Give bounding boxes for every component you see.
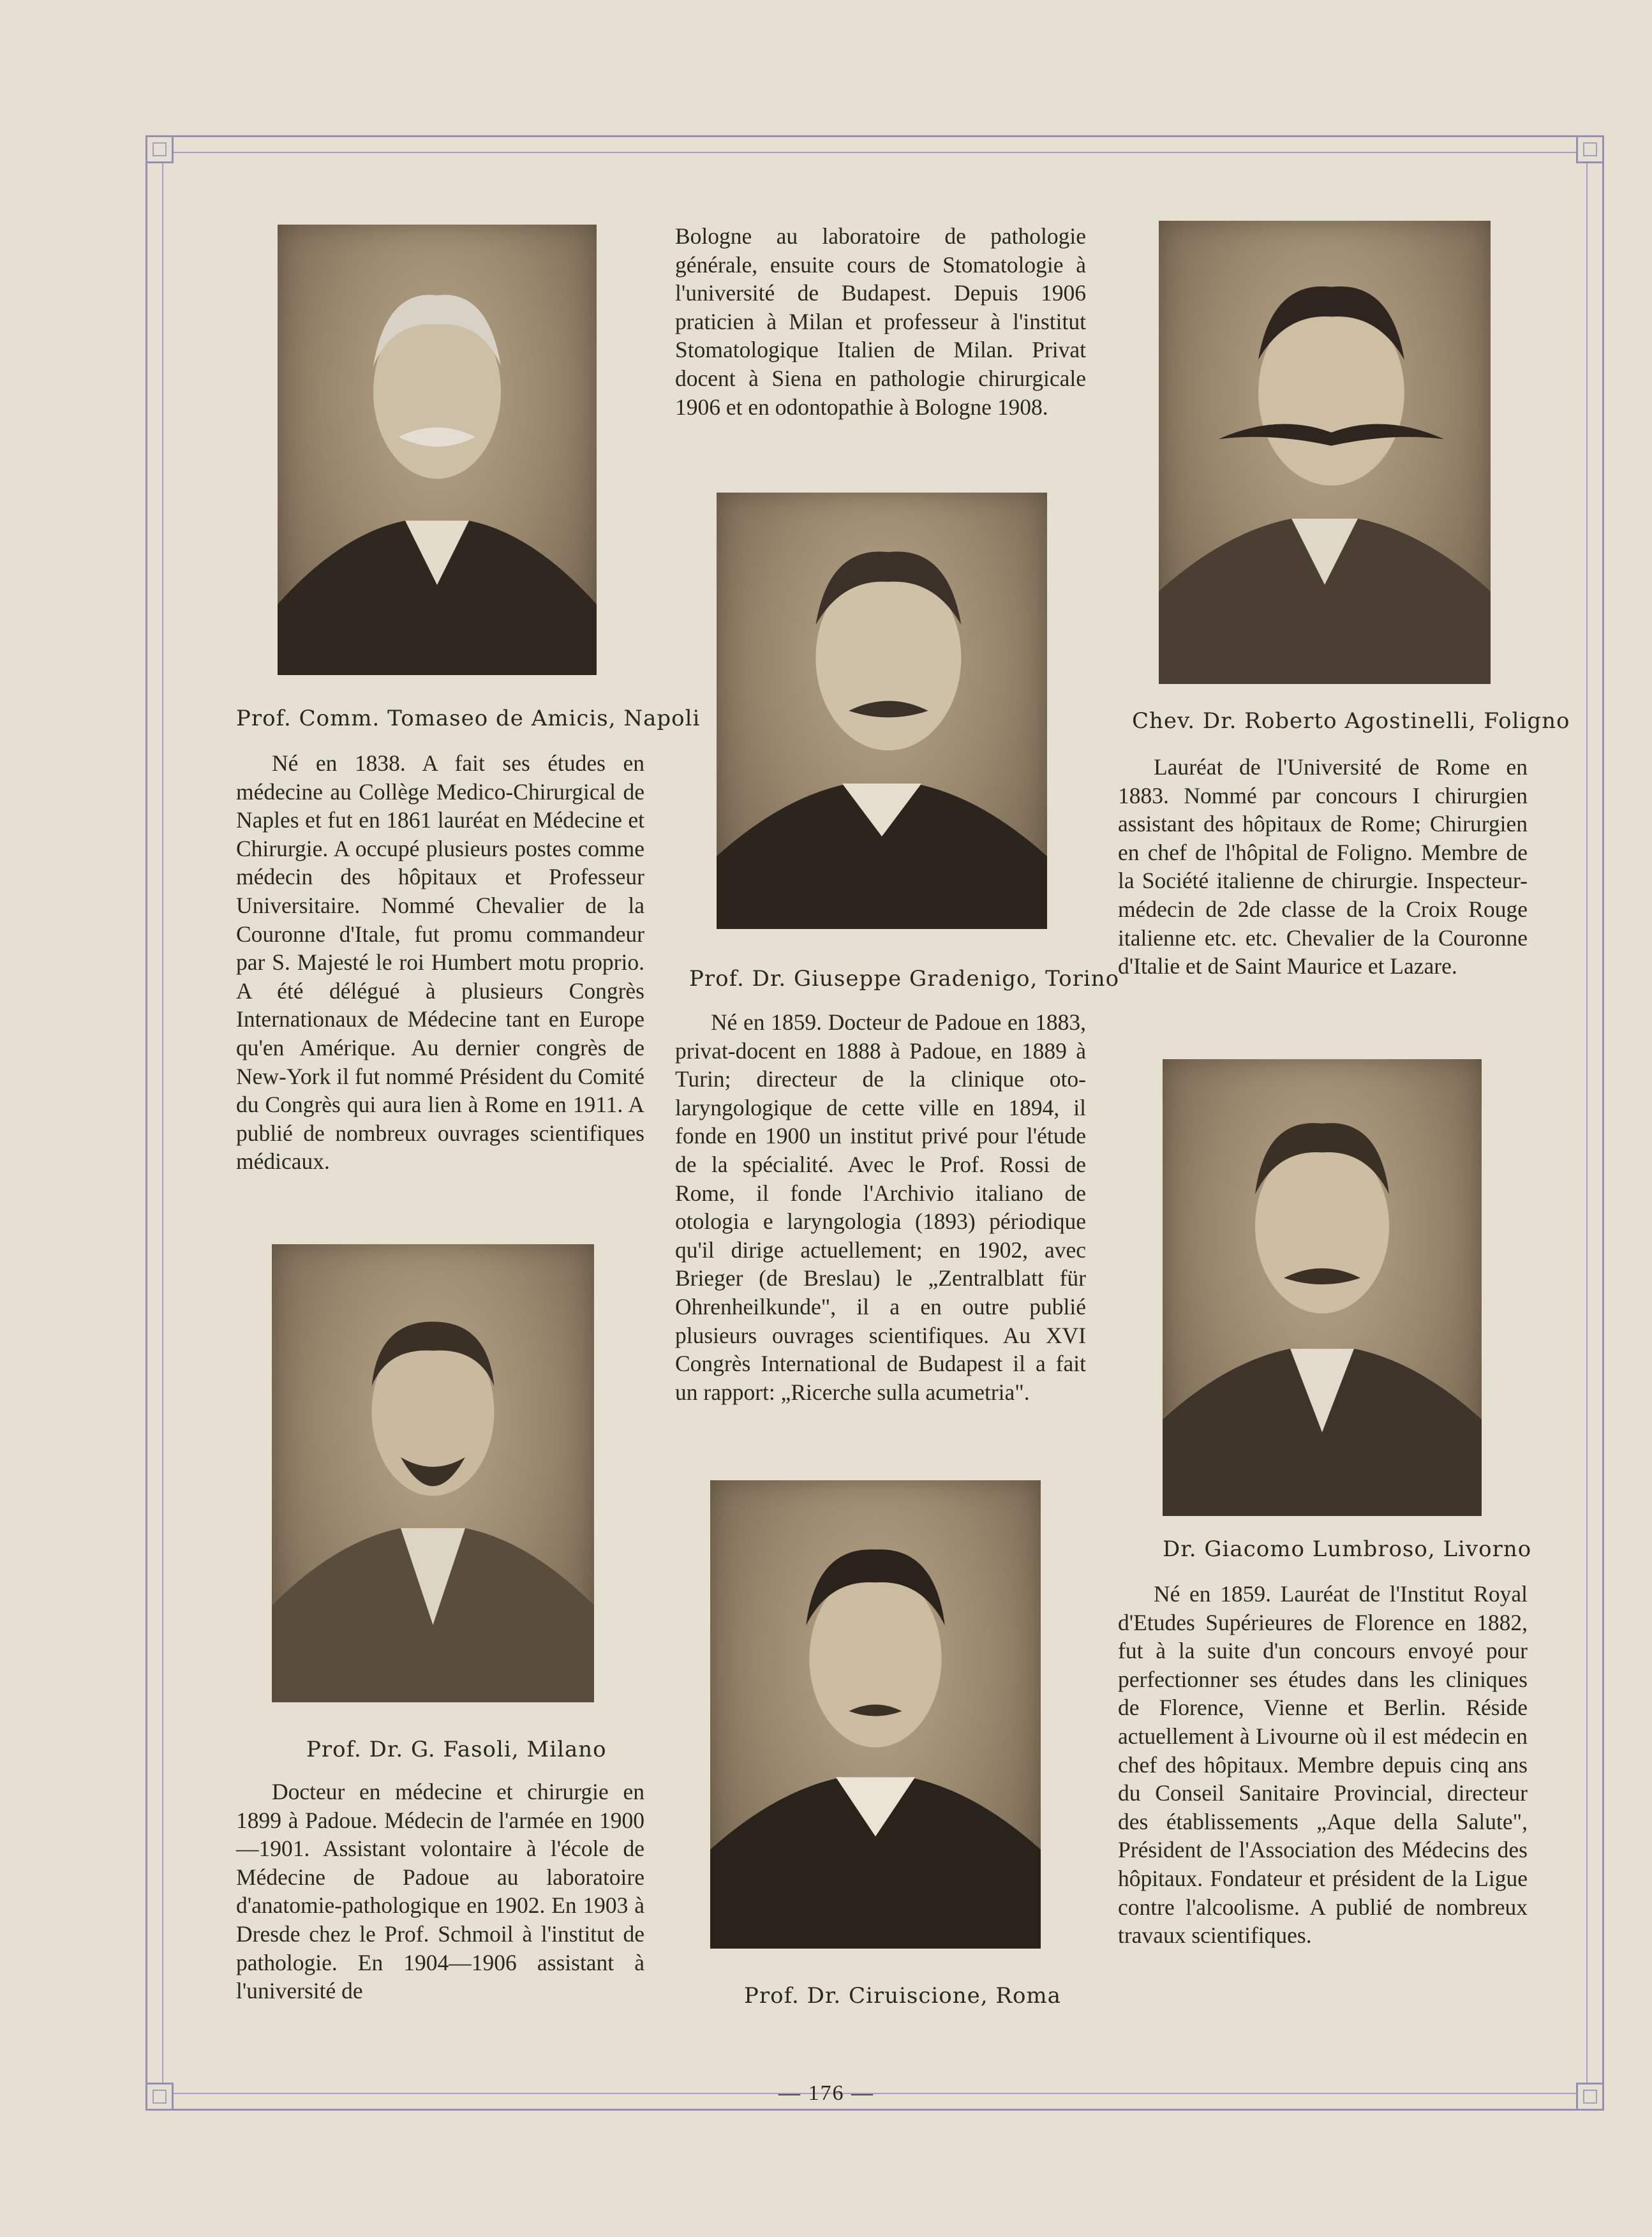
caption-gradenigo: Prof. Dr. Giuseppe Gradenigo, Torino [689,966,1120,992]
portrait-photo-lumbroso [1163,1059,1482,1516]
bio-agostinelli: Lauréat de l'Université de Rome en 1883. Nommé par concours I chirurgien assistant des hôpitaux de Rome; Chirurgien en chef de l'hôpital de Foligno. Membre de la Société italienne de chirurgie. Inspecteur-médecin de 2de classe de la Croix Rouge italienne etc. etc. Chevalier de la Couronne d'Italie et de Saint Maurice et Lazare. [1118,754,1528,979]
bio-amicis: Né en 1838. A fait ses études en médecine au Collège Medico-Chirurgical de Naples et fut en 1861 lauréat en Médecine et Chirurgie. A occupé plusieurs postes comme médecin des hôpitaux et Professeur Universitaire. Nommé Chevalier de la Couronne d'Itale, fut promu commandeur par S. Majesté le roi Humbert motu proprio. A été délégué à plusieurs Congrès Internationaux de Médecine tant en Europe qu'en Amérique. Au dernier congrès de New-York il fut nommé Président du Comité du Congrès qui aura lien à Rome en 1911. A publié de nombreux ouvrages scientifiques médicaux. [236,750,644,1175]
portrait-photo-fasoli [272,1244,594,1702]
bio-gradenigo: Né en 1859. Docteur de Padoue en 1883, privat-docent en 1888 à Padoue, en 1889 à Turin; directeur de la clinique oto-laryngologique de cette ville en 1894, il fonde en 1900 un institut privé pour l'étude de la spécialité. Avec le Prof. Rossi de Rome, il fonde l'Archivio italiano de otologia e laryngologia (1893) périodique qu'il dirige actuellement; en 1902, avec Brieger (de Breslau) le „Zentralblatt für Ohrenheilkunde", il a en outre publié plusieurs ouvrages scientifiques. Au XVI Congrès International de Budapest il a fait un rapport: „Ricerche sulla acumetria". [675,1009,1086,1405]
bio-fasoli-continued: Bologne au laboratoire de pathologie générale, ensuite cours de Stomatologie à l'université de Budapest. Depuis 1906 praticien à Milan et professeur à l'institut Stomatologique Italien de Milan. Privat docent à Siena en pathologie chirurgicale 1906 et en odontopathie à Bologne 1908. [675,223,1086,420]
caption-amicis: Prof. Comm. Tomaseo de Amicis, Napoli [236,706,701,731]
portrait-photo-gradenigo [717,493,1047,929]
portrait-photo-amicis [278,225,597,675]
caption-lumbroso: Dr. Giacomo Lumbroso, Livorno [1163,1536,1532,1562]
caption-fasoli: Prof. Dr. G. Fasoli, Milano [306,1737,607,1762]
page-number: — 176 — [778,2081,874,2105]
border-corner-top-right [1576,135,1604,163]
border-corner-bottom-right [1576,2083,1604,2111]
bio-fasoli: Docteur en médecine et chirurgie en 1899 à Padoue. Médecin de l'armée en 1900—1901. Assistant volontaire à l'école de Médecine de Padoue au laboratoire d'anatomie-pathologique en 1902. En 1903 à Dresde chez le Prof. Schmoil à l'institut de pathologie. En 1904—1906 assistant à l'université de [236,1779,644,2004]
border-corner-top-left [145,135,174,163]
caption-agostinelli: Chev. Dr. Roberto Agostinelli, Foligno [1132,708,1570,734]
caption-ciruiscione: Prof. Dr. Ciruiscione, Roma [744,1983,1061,2009]
portrait-photo-agostinelli [1159,221,1491,684]
portrait-photo-ciruiscione [710,1480,1041,1949]
bio-lumbroso: Né en 1859. Lauréat de l'Institut Royal d'Etudes Supérieures de Florence en 1882, fut à la suite d'un concours envoyé pour perfectionner ses études dans les cliniques de Florence, Vienne et Berlin. Réside actuellement à Livourne où il est médecin en chef des hôpitaux. Membre depuis cinq ans du Conseil Sanitaire Provincial, directeur des établissements „Aque della Salute", Président de l'Association des Médecins des hôpitaux. Fondateur et président de la Ligue contre l'alcoolisme. A publié de nombreux travaux scientifiques. [1118,1581,1528,1949]
border-corner-bottom-left [145,2083,174,2111]
